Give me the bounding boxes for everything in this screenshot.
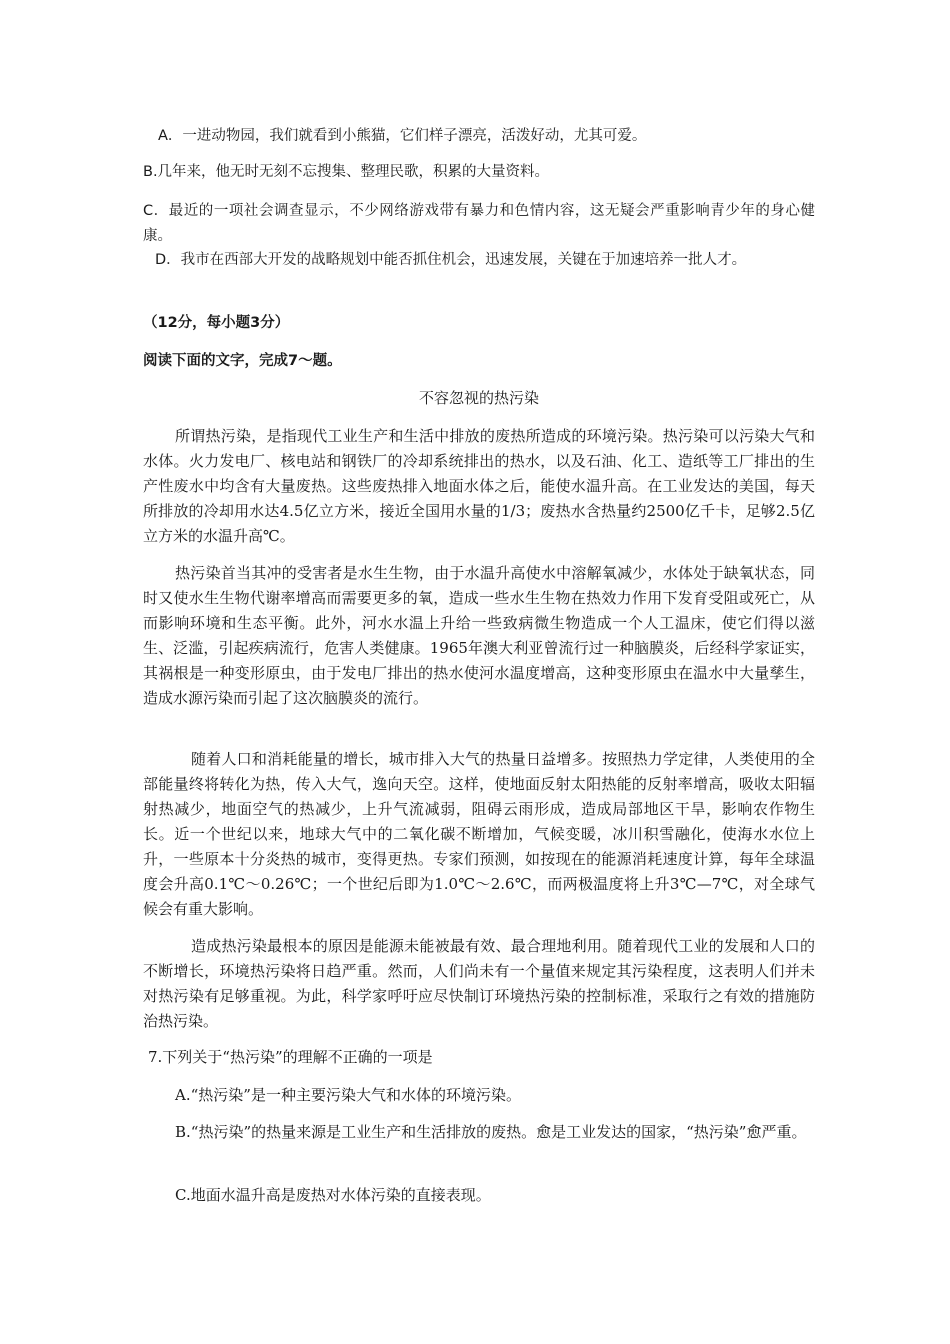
article-title: 不容忽视的热污染 <box>418 389 539 407</box>
question-7-stem: 7.下列关于“热污染”的理解不正确的一项是 <box>148 1048 433 1066</box>
section-score: （12分，每小题3分） <box>143 315 290 331</box>
article-paragraph-3: 随着人口和消耗能量的增长，城市排入大气的热量日益增多。按照热力学定律，人类使用的全部能量终将转化为热，传入大气，逸向天空。这样，使地面反射太阳热能的反射率增高，吸收太阳辐射热减少，地面空气的热减少，上升气流减弱，阻碍云雨形成，造成局部地区干旱，影响农作物生长。近一个世纪以来，地球大气中的二氧化碳不断增加，气候变暖，冰川积雪融化，使海水水位上升，一些原本十分炎热的城市，变得更热。专家们预测，如按现在的能源消耗速度计算，每年全球温度会升高0.1℃～0.26℃；一个世纪后即为1.0℃～2.6℃，而两极温度将上升3℃—7℃，对全球气候会有重大影响。 <box>143 750 815 918</box>
question-7-option-b: B.“热污染”的热量来源是工业生产和生活排放的废热。愈是工业发达的国家，“热污染”愈严重。 <box>175 1123 807 1141</box>
article-paragraph-4: 造成热污染最根本的原因是能源未能被最有效、最合理地利用。随着现代工业的发展和人口的不断增长，环境热污染将日趋严重。然而，人们尚未有一个量值来规定其污染程度，这表明人们并未对热污染有足够重视。为此，科学家呼吁应尽快制订环境热污染的控制标准，采取行之有效的措施防治热污染。 <box>143 937 815 1030</box>
option-6a: A．一进动物园，我们就看到小熊猫，它们样子漂亮，活泼好动，尤其可爱。 <box>158 128 647 144</box>
option-6d: D．我市在西部大开发的战略规划中能否抓住机会，迅速发展，关键在于加速培养一批人才。 <box>155 252 747 268</box>
question-7-option-a: A.“热污染”是一种主要污染大气和水体的环境污染。 <box>175 1086 521 1104</box>
article-paragraph-1: 所谓热污染，是指现代工业生产和生活中排放的废热所造成的环境污染。热污染可以污染大气和水体。火力发电厂、核电站和钢铁厂的冷却系统排出的热水，以及石油、化工、造纸等工厂排出的生产性废水中均含有大量废热。这些废热排入地面水体之后，能使水温升高。在工业发达的美国，每天所排放的冷却用水达4.5亿立方米，接近全国用水量的1/3；废热水含热量约2500亿千卡，足够2.5亿立方米的水温升高℃。 <box>143 427 815 545</box>
question-7-option-c: C.地面水温升高是废热对水体污染的直接表现。 <box>175 1186 491 1204</box>
article-paragraph-2: 热污染首当其冲的受害者是水生生物，由于水温升高使水中溶解氧减少，水体处于缺氧状态，同时又使水生生物代谢率增高而需要更多的氧，造成一些水生生物在热效力作用下发育受阻或死亡，从而影响环境和生态平衡。此外，河水水温上升给一些致病微生物造成一个人工温床，使它们得以滋生、泛滥，引起疾病流行，危害人类健康。1965年澳大利亚曾流行过一种脑膜炎，后经科学家证实，其祸根是一种变形原虫，由于发电厂排出的热水使河水温度增高，这种变形原虫在温水中大量孳生，造成水源污染而引起了这次脑膜炎的流行。 <box>143 564 815 707</box>
option-6c: C．最近的一项社会调查显示，不少网络游戏带有暴力和色情内容，这无疑会严重影响青少年的身心健康。 <box>143 203 815 244</box>
option-6b: B.几年来，他无时无刻不忘搜集、整理民歌，积累的大量资料。 <box>143 164 550 180</box>
reading-instruction: 阅读下面的文字，完成7～题。 <box>143 353 342 369</box>
